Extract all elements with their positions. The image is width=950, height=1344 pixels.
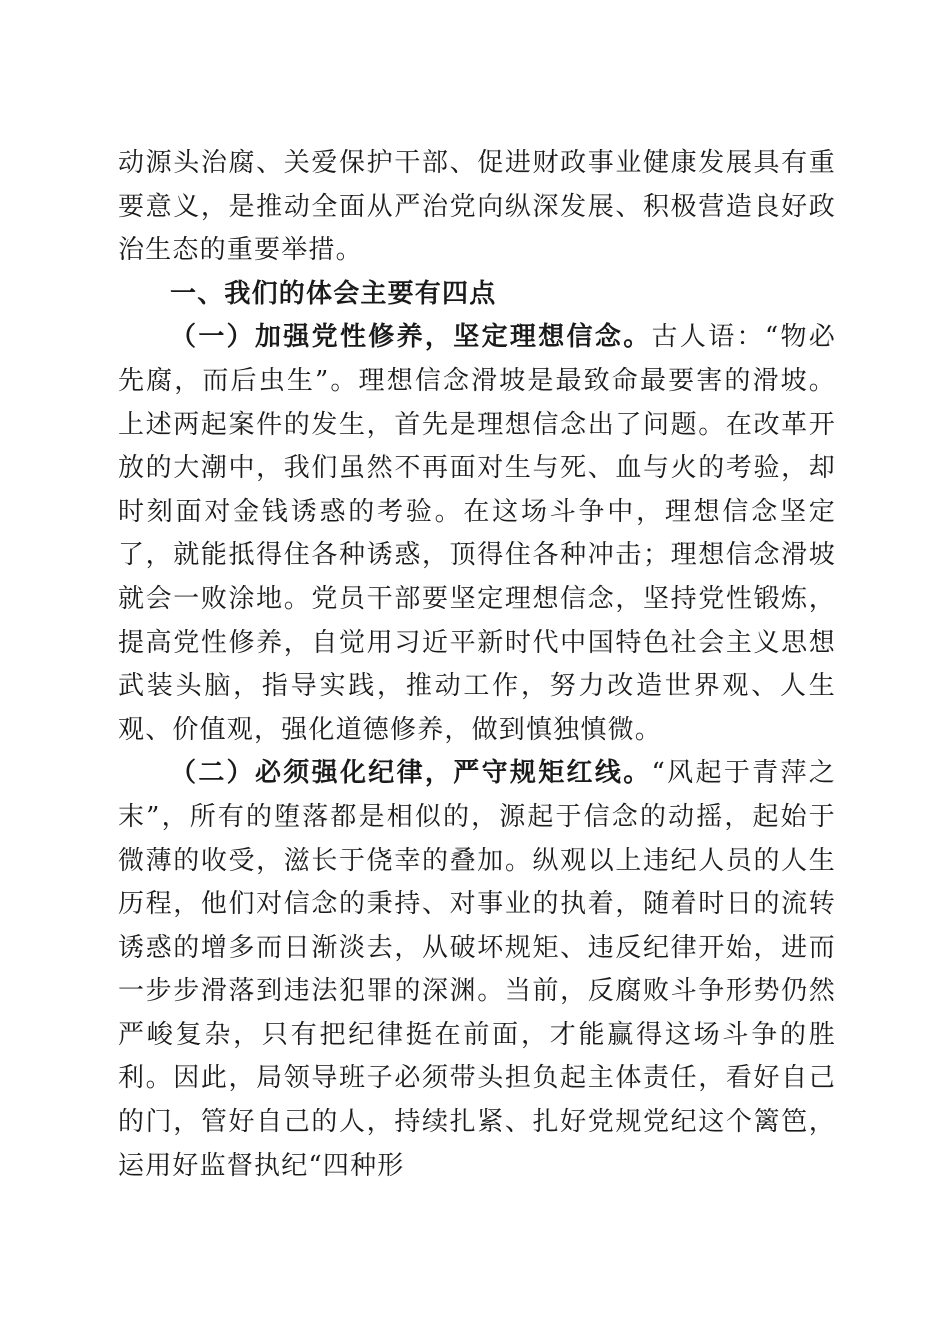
intro-paragraph: 动源头治腐、关爱保护干部、促进财政事业健康发展具有重要意义，是推动全面从严治党向纵深发展、积极营造良好政治生态的重要举措。 bbox=[118, 148, 836, 266]
point-paragraph-2 bbox=[118, 752, 836, 1188]
section-heading: 一、我们的体会主要有四点 bbox=[170, 278, 497, 309]
point-body-2: “风起于青萍之末”，所有的堕落都是相似的，源起于信念的动摇，起始于微薄的收受，滋长于侥幸的叠加。纵观以上违纪人员的人生历程，他们对信念的秉持、对事业的执着，随着时日的流转诱惑的增多而日渐淡去，从破坏规矩、违反纪律开始，进而一步步滑落到违法犯罪的深渊。当前，反腐败斗争形势仍然严峻复杂，只有把纪律挺在前面，才能赢得这场斗争的胜利。因此，局领导班子必须带头担负起主体责任，看好自己的门，管好自己的人，持续扎紧、扎好党规党纪这个篱笆，运用好监督执纪“四种形 bbox=[118, 758, 836, 1181]
document-body bbox=[118, 142, 836, 1188]
point-title-2: （二）必须强化纪律，严守规矩红线。 bbox=[170, 758, 652, 789]
point-body-1: 古人语：“物必先腐，而后虫生”。理想信念滑坡是最致命最要害的滑坡。上述两起案件的发生，首先是理想信念出了问题。在改革开放的大潮中，我们虽然不再面对生与死、血与火的考验，却时刻面对金钱诱惑的考验。在这场斗争中，理想信念坚定了，就能抵得住各种诱惑，顶得住各种冲击；理想信念滑坡就会一败涂地。党员干部要坚定理想信念，坚持党性锻炼，提高党性修养，自觉用习近平新时代中国特色社会主义思想武装头脑，指导实践，推动工作，努力改造世界观、人生观、价值观，强化道德修养，做到慎独慎微。 bbox=[118, 322, 836, 745]
point-paragraph-1 bbox=[118, 316, 836, 752]
point-title-1: （一）加强党性修养，坚定理想信念。 bbox=[170, 322, 652, 353]
